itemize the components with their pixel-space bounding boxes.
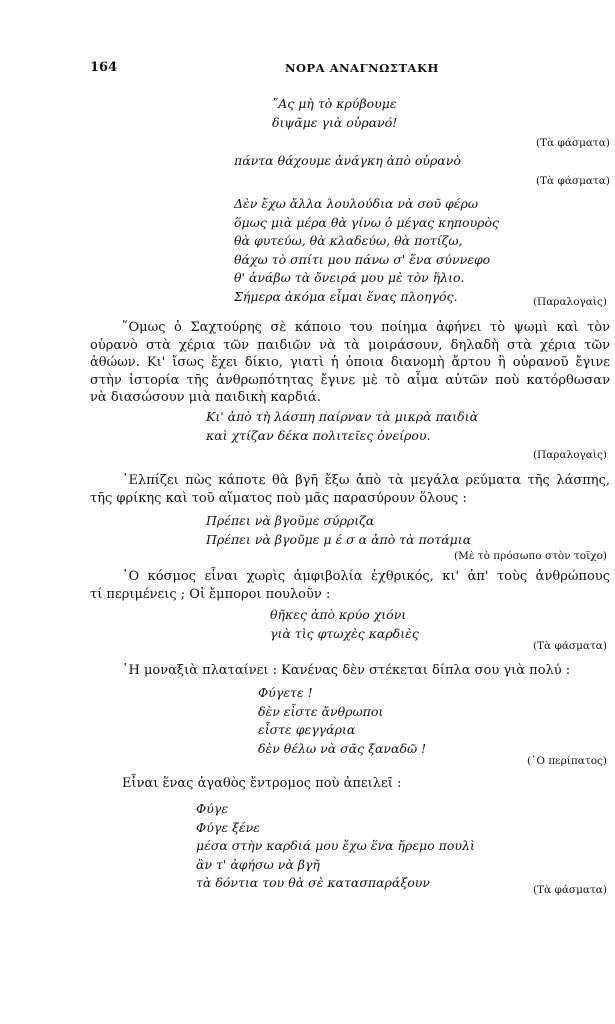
verse-line: δὲν θέλω νὰ σᾶς ξαναδῶ !: [258, 740, 427, 756]
verse-line: ὅμως μιὰ μέρα θὰ γίνω ὁ μέγας κηπουρὸς: [234, 214, 500, 230]
paragraph-line: νὰ διασώσουν μιὰ παιδικὴ καρδιά.: [90, 390, 321, 405]
paragraph-line: ᾿Ελπίζει πὼς κάποτε θὰ βγῆ ἔξω ἀπὸ τὰ μεγάλα ρεύματα τῆς λάσπης,: [122, 473, 610, 488]
verse-line: Δὲν ἔχω ἄλλα λουλούδια νὰ σοῦ φέρω: [234, 196, 479, 211]
body-paragraph: [90, 568, 610, 603]
verse-line: Φύγε ξένε: [196, 819, 260, 835]
citation: (Τὰ φάσματα): [532, 884, 607, 896]
body-paragraph: [90, 775, 610, 793]
paragraph-line: στὴν ἱστορία τῆς ἀνθρωπότητας ἔγινε μὲ τὸ αἷμα αὐτῶν ποὺ κατόρθωσαν: [90, 372, 610, 388]
page-number: 164: [90, 60, 118, 75]
running-title: ΝΟΡΑ ΑΝΑΓΝΩΣΤΑΚΗ: [285, 61, 439, 75]
body-paragraph: [90, 319, 610, 407]
paragraph-line: ἀθώων. Κι' ἴσως ἔχει δίκιο, γιατὶ ἡ ὁποια διανομὴ ἄρτου ἢ οὐρανοῦ ἔγινε: [90, 355, 610, 370]
body-paragraph: [90, 662, 610, 680]
verse-line: εἶστε φεγγάρια: [258, 722, 356, 737]
verse-line: δὲν εἶστε ἄνθρωποι: [258, 703, 384, 719]
verse-line: θῆκες ἀπὸ κρύο χιόνι: [270, 607, 407, 622]
verse-quote: [258, 684, 426, 758]
verse-line: Φύγετε !: [258, 685, 313, 700]
body-paragraph: [90, 472, 610, 507]
verse-line: τὰ δόντια του θὰ σὲ κατασπαράξουν: [196, 875, 430, 890]
verse-line: θ' ἀνάβω τὰ ὄνειρά μου μὲ τὸν ἥλιο.: [234, 270, 465, 285]
citation: (Τὰ φάσματα): [535, 137, 610, 149]
paragraph-line: Εἶναι ἕνας ἀγαθὸς ἔντρομος ποὺ ἀπειλεῖ :: [122, 776, 402, 791]
verse-quote: [196, 800, 475, 893]
paragraph-line: οὐρανὸ στὰ χέρια τῶν παιδιῶν νὰ τὰ μοιράσουν, δηλαδὴ στὰ χέρια τῶν: [90, 337, 610, 353]
verse-line: Σήμερα ἀκόμα εἶμαι ἕνας πλοηγός.: [234, 288, 458, 304]
verse-quote: [234, 195, 499, 306]
citation: (Παραλογαὶς): [532, 449, 607, 461]
verse-quote: [270, 606, 419, 643]
paragraph-line: ῞Ομως ὁ Σαχτούρης σὲ κάποιο του ποίημα ἀφήνει τὸ ψωμὶ καὶ τὸν: [122, 320, 610, 335]
paragraph-line: τί περιμένεις ; Οἱ ἔμποροι πουλοῦν :: [90, 586, 331, 602]
verse-line: καὶ χτίζαν δέκα πολιτεῖες ὀνείρου.: [206, 427, 431, 443]
verse-line: ῎Ας μὴ τὸ κρύβουμε: [272, 96, 397, 111]
paragraph-line: τῆς φρίκης καὶ τοῦ αἵματος ποὺ μᾶς παρασύρουν ὅλους :: [90, 490, 467, 506]
citation: (Μὲ τὸ πρόσωπο στὸν τοῖχο): [453, 550, 607, 562]
verse-line: γιὰ τὶς φτωχὲς καρδιὲς: [270, 625, 419, 641]
citation: (Παραλογαὶς): [532, 296, 607, 308]
verse-line: Πρέπει νὰ βγοῦμε μ έ σ α ἀπὸ τὰ ποτάμια: [206, 531, 472, 547]
verse-quote: [272, 95, 397, 132]
citation: (Τὰ φάσματα): [532, 640, 607, 652]
verse-line: θὰ φυτεύω, θὰ κλαδεύω, θὰ ποτίζω,: [234, 233, 463, 248]
paragraph-line: ῾Ο κόσμος εἶναι χωρὶς ἀμφιβολία ἐχθρικός, κι' ἀπ' τοὺς ἀνθρώπους: [122, 569, 610, 584]
verse-quote: [206, 512, 471, 549]
verse-line: θάχω τὸ σπίτι μου πάνω σ' ἕνα σύννεφο: [234, 251, 491, 267]
verse-line: Κι' ἀπὸ τὴ λάσπη παίρναν τὰ μικρὰ παιδιὰ: [206, 409, 479, 424]
verse-line: Πρέπει νὰ βγοῦμε σύρριζα: [206, 513, 375, 528]
paragraph-line: ῾Η μοναξιὰ πλαταίνει : Κανένας δὲν στέκεται δίπλα σου γιὰ πολύ :: [122, 663, 571, 678]
page-header: [0, 60, 615, 80]
verse-quote: [206, 408, 478, 445]
verse-line: ἂν τ' ἀφήσω νὰ βγῆ: [196, 856, 320, 872]
citation: (Τὰ φάσματα): [535, 175, 610, 187]
citation: (῾Ο περίπατος): [526, 755, 607, 767]
verse-quote: [234, 152, 461, 171]
verse-line: Φύγε: [196, 801, 229, 816]
verse-line: μέσα στὴν καρδιά μου ἔχω ἕνα ἤρεμο πουλὶ: [196, 838, 475, 853]
verse-line: διψᾶμε γιὰ οὐρανό!: [272, 114, 398, 130]
verse-line: πάντα θάχουμε ἀνάγκη ἀπὸ οὐρανὸ: [234, 153, 461, 168]
